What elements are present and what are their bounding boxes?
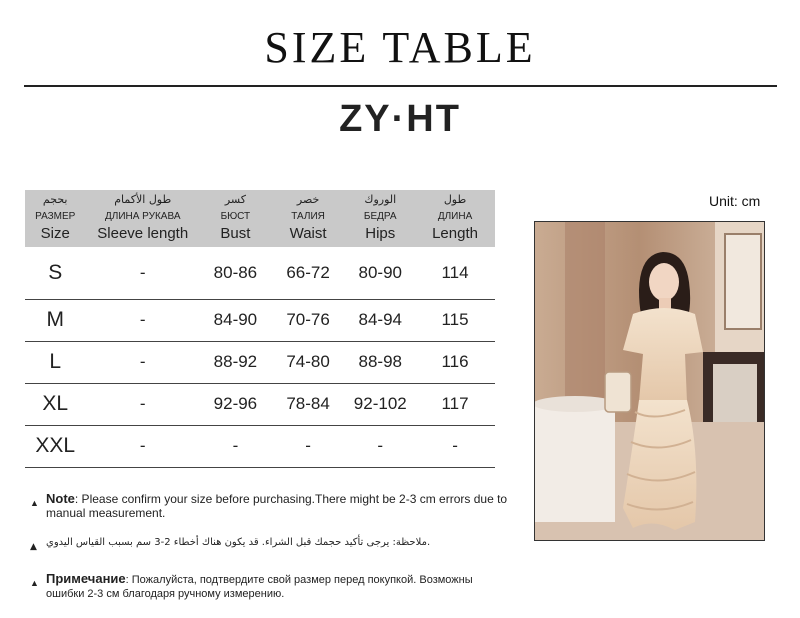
sleeve-cell: - (85, 299, 200, 341)
waist-cell: 74-80 (271, 341, 346, 383)
table-row (25, 425, 495, 467)
size-table (25, 190, 495, 468)
header-russian: РАЗМЕР (35, 211, 76, 222)
note-text: : Please confirm your size before purchasing.There might be 2-3 cm errors due to manual measurement. (46, 492, 508, 520)
bust-cell: 84-90 (200, 299, 271, 341)
triangle-up-icon: ▲ (30, 498, 39, 508)
hips-cell: 92-102 (345, 383, 415, 425)
note-label-russian: Примечание (46, 571, 126, 586)
length-cell: 115 (415, 299, 495, 341)
header-english: Waist (289, 225, 327, 242)
note-english (30, 492, 510, 520)
header-russian: ДЛИНА РУКАВА (104, 211, 181, 222)
bust-cell: 92-96 (200, 383, 271, 425)
header-english: Size (40, 225, 70, 242)
header-russian: БЕДРА (363, 211, 397, 222)
hips-cell: - (345, 425, 415, 467)
title-divider (24, 85, 777, 87)
header-english: Hips (365, 225, 396, 242)
hips-cell: 88-98 (345, 341, 415, 383)
header-arabic: خصر (296, 193, 320, 206)
sleeve-cell: - (85, 247, 200, 299)
length-cell: 116 (415, 341, 495, 383)
hips-cell: 84-94 (345, 299, 415, 341)
table-row (25, 341, 495, 383)
note-label: Note (46, 491, 75, 506)
brand-name: ZY·HT (339, 98, 461, 140)
triangle-up-icon: ▲ (30, 542, 37, 552)
header-english: Length (432, 225, 478, 242)
page-title: SIZE TABLE (264, 23, 536, 72)
size-cell: XXL (25, 425, 85, 467)
table-row (25, 383, 495, 425)
table-header-row (25, 190, 495, 247)
header-arabic: بحجم (42, 193, 68, 206)
header-arabic: طول الأكمام (114, 193, 172, 206)
size-cell: M (25, 299, 85, 341)
length-cell: 117 (415, 383, 495, 425)
column-header-hips (345, 190, 415, 247)
header-russian: ДЛИНА (437, 211, 473, 222)
size-cell: S (25, 247, 85, 299)
table-row (25, 299, 495, 341)
bust-cell: 80-86 (200, 247, 271, 299)
size-cell: L (25, 341, 85, 383)
header-english: Sleeve length (97, 225, 189, 242)
length-cell: - (415, 425, 495, 467)
column-header-sleeve (85, 190, 200, 247)
note-text-arabic: ملاحظة: يرجى تأكيد حجمك قبل الشراء. قد يكون هناك أخطاء 2-3 سم بسبب القياس اليدوي. (46, 537, 431, 548)
waist-cell: 78-84 (271, 383, 346, 425)
bust-cell: - (200, 425, 271, 467)
table-row (25, 247, 495, 299)
model-in-lace-dress-photo (534, 221, 765, 541)
header-arabic: كسر (224, 193, 246, 206)
waist-cell: 70-76 (271, 299, 346, 341)
column-header-waist (271, 190, 346, 247)
column-header-size (25, 190, 85, 247)
length-cell: 114 (415, 247, 495, 299)
size-cell: XL (25, 383, 85, 425)
triangle-up-icon: ▲ (30, 578, 39, 588)
bust-cell: 88-92 (200, 341, 271, 383)
header-arabic: طول (443, 193, 467, 206)
note-arabic (30, 536, 510, 550)
header-russian: БЮСТ (220, 211, 251, 222)
note-text-russian: : Пожалуйста, подтвердите свой размер перед покупкой. Возможны ошибки 2-3 см благодаря ручному измерению. (46, 574, 473, 600)
column-header-bust (200, 190, 271, 247)
sleeve-cell: - (85, 383, 200, 425)
header-arabic: الوروك (364, 193, 397, 206)
column-header-length (415, 190, 495, 247)
hips-cell: 80-90 (345, 247, 415, 299)
waist-cell: 66-72 (271, 247, 346, 299)
note-russian (30, 572, 510, 601)
header-russian: ТАЛИЯ (291, 211, 325, 222)
sleeve-cell: - (85, 425, 200, 467)
waist-cell: - (271, 425, 346, 467)
sleeve-cell: - (85, 341, 200, 383)
header-english: Bust (220, 225, 251, 242)
unit-label: Unit: cm (709, 193, 761, 209)
